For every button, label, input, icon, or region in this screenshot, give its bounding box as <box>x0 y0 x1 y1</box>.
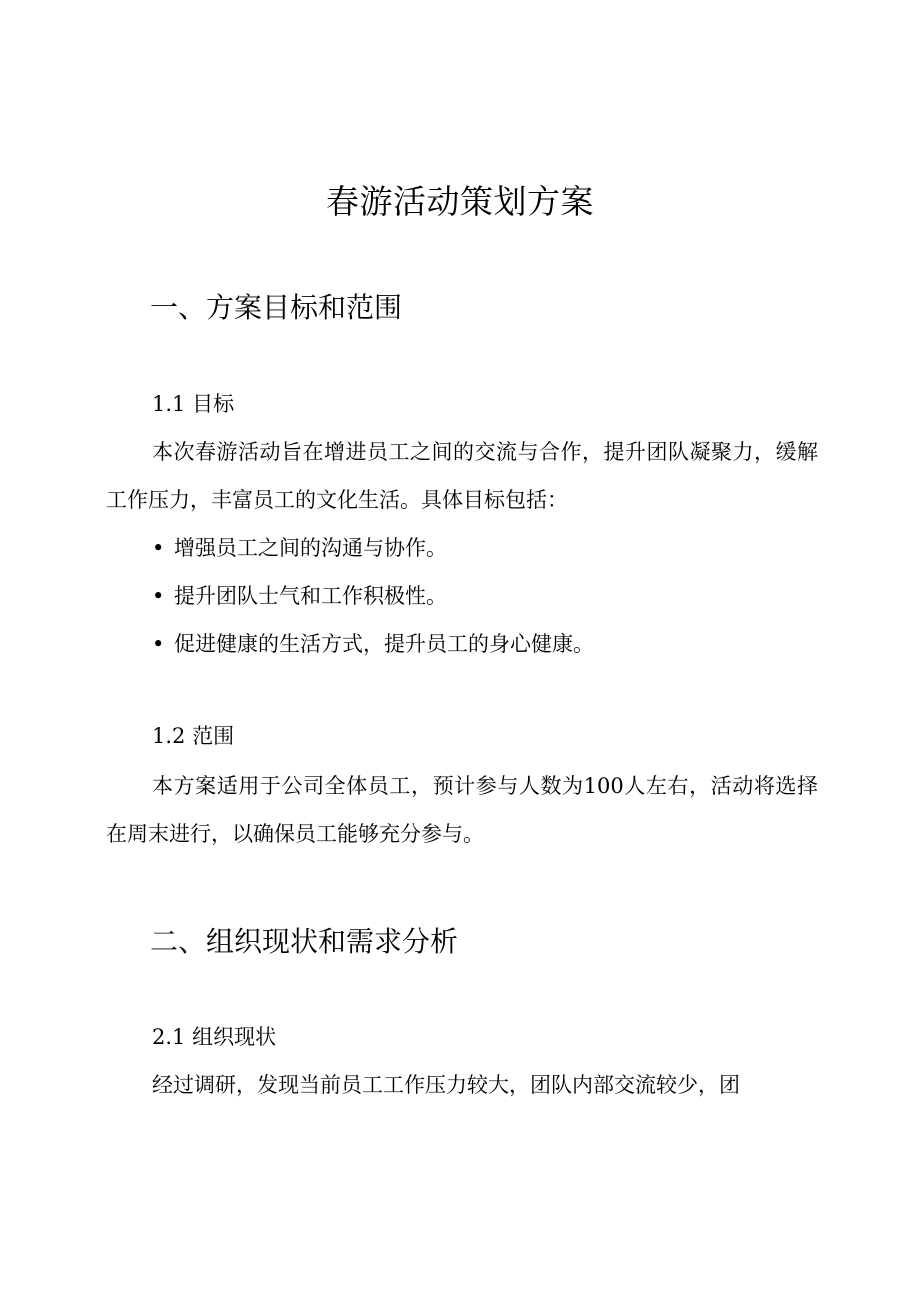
list-item <box>152 620 594 668</box>
section-2-heading: 二、组织现状和需求分析 <box>150 925 459 958</box>
bullet-text: 提升团队士气和工作积极性。 <box>174 584 447 608</box>
list-item <box>152 524 594 572</box>
bullet-icon: • <box>152 584 165 608</box>
subsection-1-1-paragraph: 本次春游活动旨在增进员工之间的交流与合作，提升团队凝聚力，缓解工作压力，丰富员工的文化生活。具体目标包括： <box>106 440 818 512</box>
subsection-1-2-paragraph: 本方案适用于公司全体员工，预计参与人数为100人左右，活动将选择在周末进行，以确保员工能够充分参与。 <box>106 774 818 846</box>
bullet-icon: • <box>152 536 165 560</box>
document-title: 春游活动策划方案 <box>326 182 594 221</box>
bullet-text: 促进健康的生活方式，提升员工的身心健康。 <box>174 632 594 656</box>
subsection-1-1-heading: 1.1 目标 <box>152 392 235 416</box>
subsection-2-1-heading: 2.1 组织现状 <box>152 1025 277 1049</box>
bullet-text: 增强员工之间的沟通与协作。 <box>174 536 447 560</box>
section-1-heading: 一、方案目标和范围 <box>150 291 403 324</box>
subsection-1-2-heading: 1.2 范围 <box>152 724 235 748</box>
subsection-2-1-paragraph: 经过调研，发现当前员工工作压力较大，团队内部交流较少，团 <box>152 1073 740 1097</box>
bullet-icon: • <box>152 632 165 656</box>
list-item <box>152 572 594 620</box>
goal-bullet-list <box>152 524 594 668</box>
